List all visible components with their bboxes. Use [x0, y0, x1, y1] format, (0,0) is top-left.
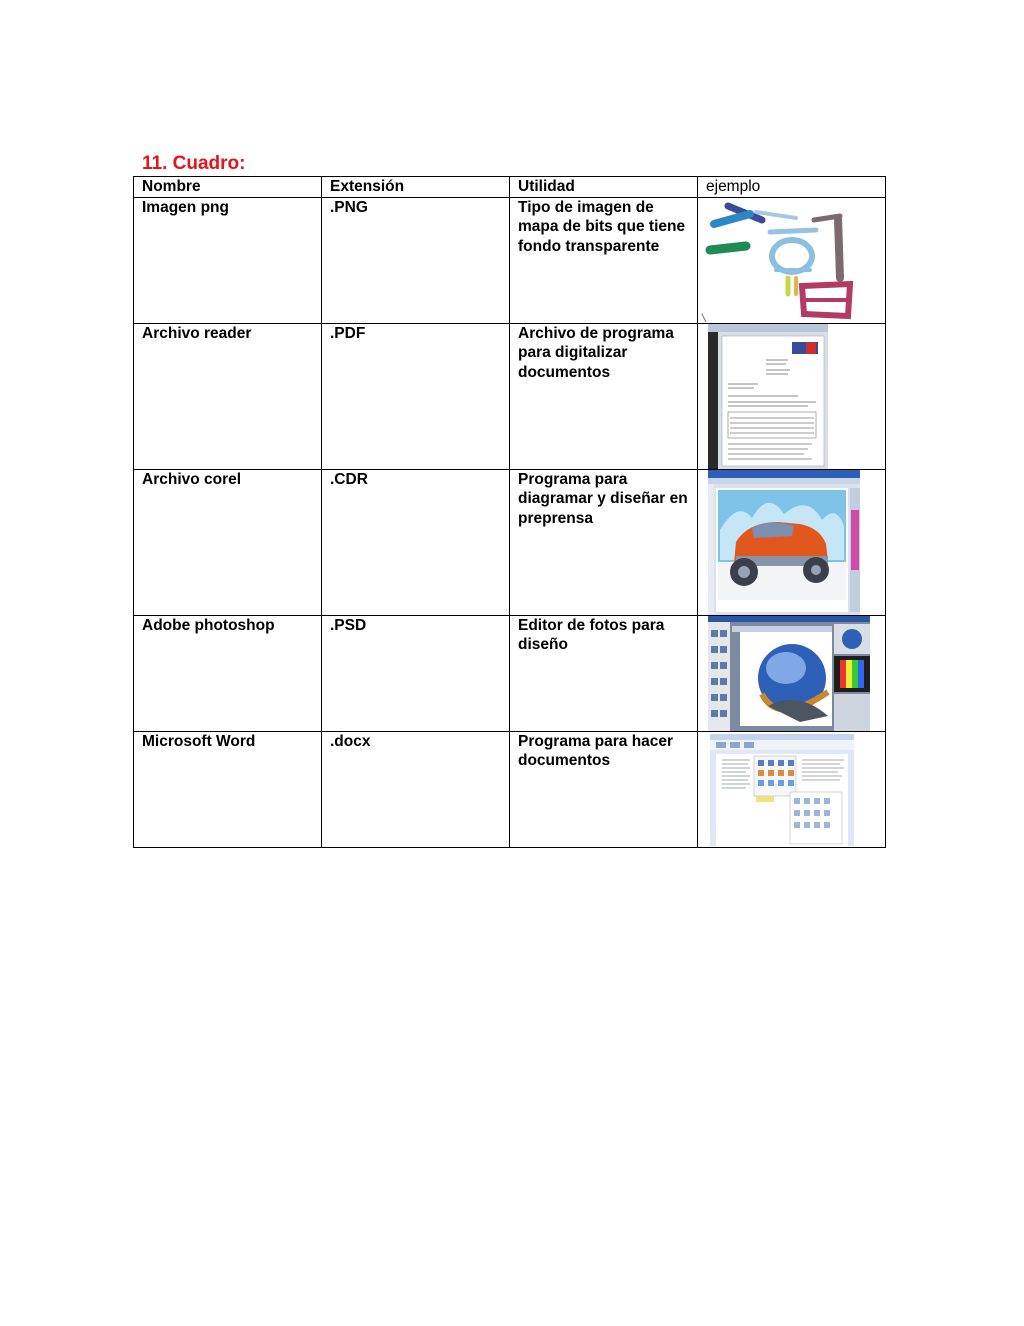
png-hangul-illustration	[698, 198, 858, 322]
cell-extension: .PDF	[322, 323, 510, 469]
header-extension: Extensión	[322, 177, 510, 198]
document-title: 11. Cuadro:	[142, 153, 246, 174]
table-row	[134, 197, 886, 323]
cell-utilidad: Archivo de programa para digitalizar documentos	[510, 323, 698, 469]
cell-nombre: Microsoft Word	[134, 731, 322, 847]
table-row	[134, 731, 886, 847]
cell-ejemplo	[698, 469, 886, 615]
cell-nombre: Adobe photoshop	[134, 615, 322, 731]
table-header-row	[134, 177, 886, 198]
cell-extension: .PNG	[322, 197, 510, 323]
cell-utilidad: Programa para hacer documentos	[510, 731, 698, 847]
cell-nombre: Archivo corel	[134, 469, 322, 615]
cell-ejemplo	[698, 615, 886, 731]
cell-utilidad: Editor de fotos para diseño	[510, 615, 698, 731]
cell-extension: .PSD	[322, 615, 510, 731]
cell-extension: .CDR	[322, 469, 510, 615]
cell-ejemplo	[698, 197, 886, 323]
cell-utilidad: Tipo de imagen de mapa de bits que tiene fondo transparente	[510, 197, 698, 323]
cell-utilidad: Programa para diagramar y diseñar en preprensa	[510, 469, 698, 615]
cell-nombre: Imagen png	[134, 197, 322, 323]
table-row	[134, 323, 886, 469]
cell-extension: .docx	[322, 731, 510, 847]
corel-car-screenshot	[708, 470, 860, 616]
photoshop-screenshot	[708, 616, 870, 732]
file-types-table	[133, 176, 886, 848]
table-row	[134, 615, 886, 731]
cell-ejemplo	[698, 323, 886, 469]
table-row	[134, 469, 886, 615]
cell-ejemplo	[698, 731, 886, 847]
header-ejemplo: ejemplo	[698, 177, 886, 198]
header-utilidad: Utilidad	[510, 177, 698, 198]
cell-nombre: Archivo reader	[134, 323, 322, 469]
pdf-reader-screenshot	[708, 324, 828, 470]
word-screenshot	[710, 734, 854, 846]
header-nombre: Nombre	[134, 177, 322, 198]
